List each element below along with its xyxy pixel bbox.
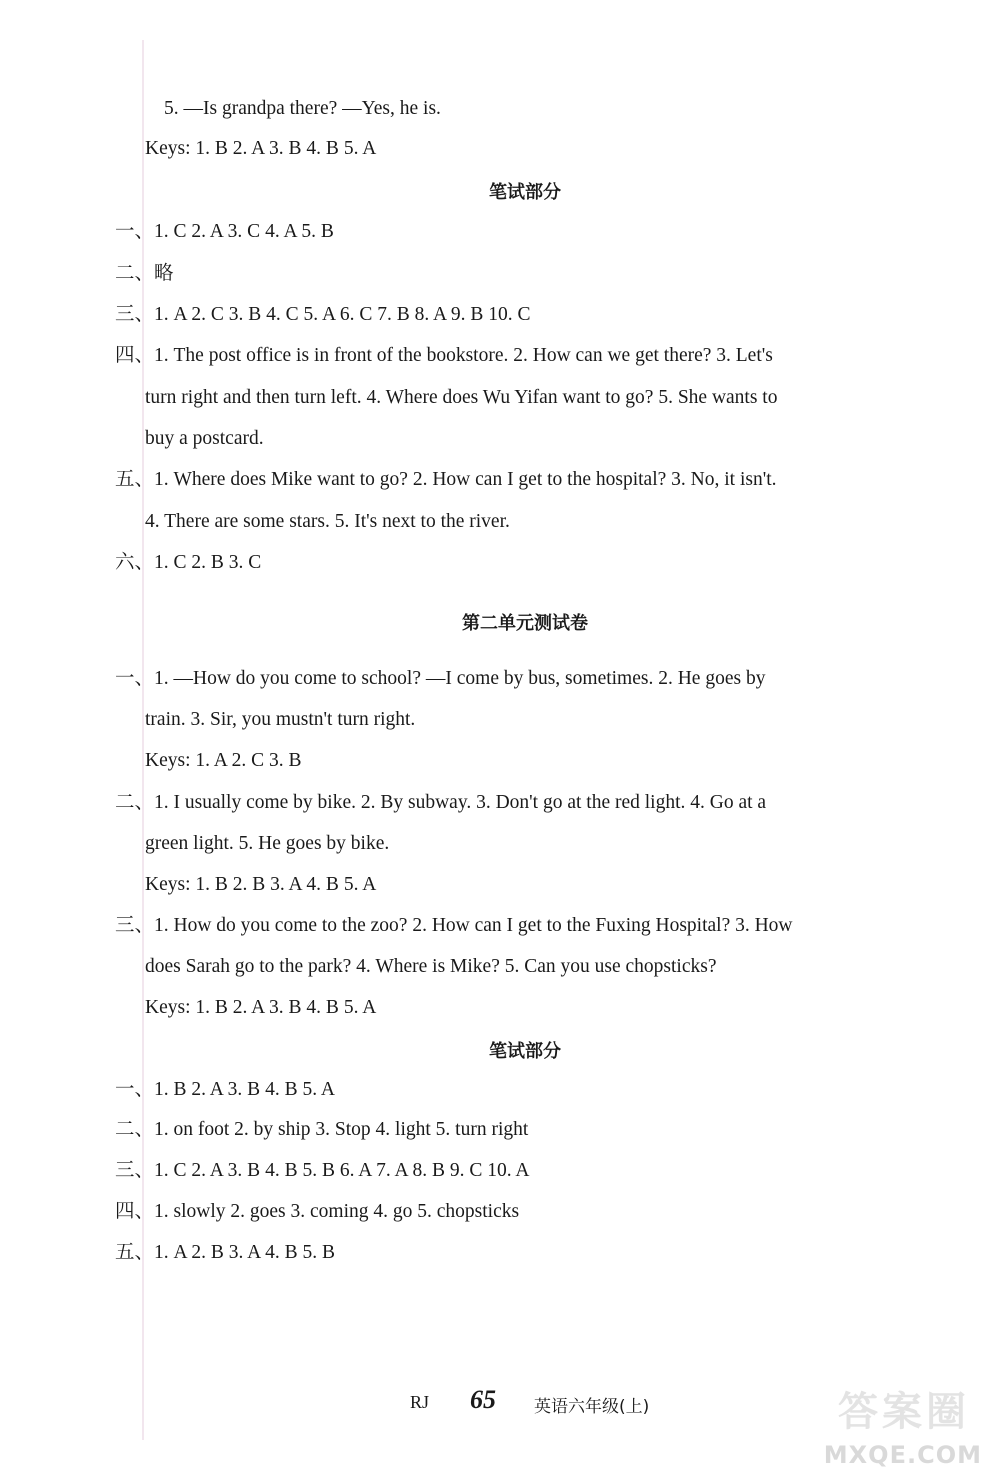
answer-line: 六、1. C 2. B 3. C (115, 552, 262, 573)
page-number: 65 (470, 1385, 496, 1414)
answer-line: green light. 5. He goes by bike. (145, 833, 390, 854)
answer-line: 五、1. Where does Mike want to go? 2. How can I get to the hospital? 3. No, it isn't. (115, 469, 777, 490)
section-heading-written-2: 笔试部分 (489, 1041, 561, 1062)
section-heading-written: 笔试部分 (489, 182, 561, 203)
watermark-logo: 答案圈 (838, 1389, 970, 1435)
listening-keys: Keys: 1. B 2. A 3. B 4. B 5. A (145, 138, 377, 159)
answer-line: 4. There are some stars. 5. It's next to the river. (145, 511, 510, 532)
answer-line: 四、1. slowly 2. goes 3. coming 4. go 5. chopsticks (115, 1201, 520, 1222)
answer-line: 三、1. How do you come to the zoo? 2. How can I get to the Fuxing Hospital? 3. How (115, 915, 793, 936)
margin-line (142, 40, 144, 1440)
answer-line: turn right and then turn left. 4. Where does Wu Yifan want to go? 5. She wants to (145, 387, 778, 408)
answer-line: 一、1. —How do you come to school? —I come by bus, sometimes. 2. He goes by (115, 668, 766, 689)
listening-line-5: 5. —Is grandpa there? —Yes, he is. (164, 98, 441, 119)
answer-line: 四、1. The post office is in front of the bookstore. 2. How can we get there? 3. Let's (115, 345, 773, 366)
answer-keys: Keys: 1. B 2. A 3. B 4. B 5. A (145, 997, 377, 1018)
answer-line: 五、1. A 2. B 3. A 4. B 5. B (115, 1242, 335, 1263)
answer-keys: Keys: 1. A 2. C 3. B (145, 750, 302, 771)
answer-line: does Sarah go to the park? 4. Where is Mike? 5. Can you use chopsticks? (145, 956, 717, 977)
answer-line: 二、1. on foot 2. by ship 3. Stop 4. light 5. turn right (115, 1119, 529, 1140)
edition-label: RJ (410, 1392, 430, 1412)
subject-label: 英语六年级(上) (534, 1397, 650, 1417)
answer-line: 二、略 (115, 263, 174, 284)
answer-line: train. 3. Sir, you mustn't turn right. (145, 709, 416, 730)
answer-line: 二、1. I usually come by bike. 2. By subway. 3. Don't go at the red light. 4. Go at a (115, 792, 767, 813)
watermark-url: MXQE.COM (823, 1441, 982, 1469)
section-heading-unit2: 第二单元测试卷 (462, 613, 588, 634)
answer-keys: Keys: 1. B 2. B 3. A 4. B 5. A (145, 874, 377, 895)
answer-line: buy a postcard. (145, 428, 264, 449)
answer-line: 一、1. C 2. A 3. C 4. A 5. B (115, 221, 334, 242)
answer-line: 三、1. A 2. C 3. B 4. C 5. A 6. C 7. B 8. A 9. B 10. C (115, 304, 531, 325)
answer-line: 三、1. C 2. A 3. B 4. B 5. B 6. A 7. A 8. B 9. C 10. A (115, 1160, 530, 1181)
answer-line: 一、1. B 2. A 3. B 4. B 5. A (115, 1079, 335, 1100)
